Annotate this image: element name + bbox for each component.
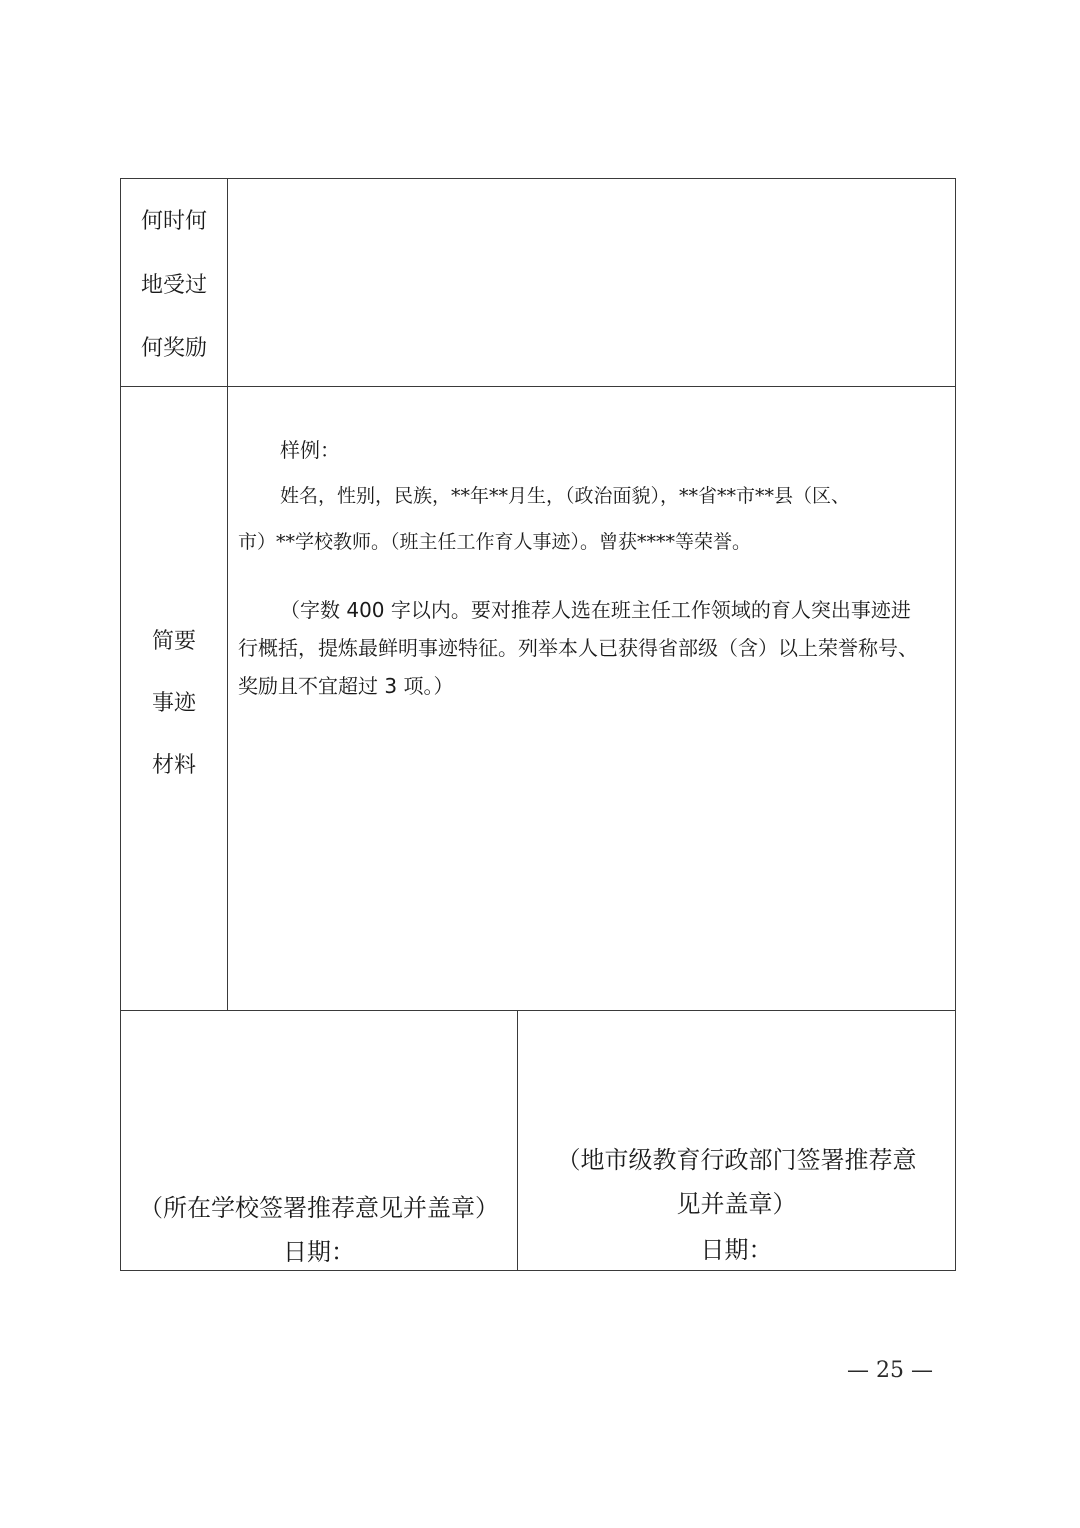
signature-row — [121, 1011, 955, 1270]
note-line-3: 奖励且不宜超过 3 项。） — [238, 674, 454, 698]
summary-content-field[interactable] — [228, 387, 955, 1010]
sample-line-1: 姓名，性别，民族，**年**月生，（政治面貌），**省**市**县（区、 — [280, 485, 851, 507]
awards-label-cell — [121, 179, 228, 386]
summary-label-cell — [121, 387, 228, 1010]
awards-content-field[interactable] — [228, 179, 955, 386]
sample-line-2: 市）**学校教师。（班主任工作育人事迹）。曾获****等荣誉。 — [238, 531, 752, 553]
summary-label-line-1: 简要 — [151, 629, 196, 654]
school-opinion-label: （所在学校签署推荐意见并盖章） — [139, 1194, 499, 1222]
note-line-2: 行概括，提炼最鲜明事迹特征。列举本人已获得省部级（含）以上荣誉称号、 — [238, 636, 918, 660]
awards-label-line-1: 何时何 — [140, 209, 207, 234]
summary-label-line-2: 事迹 — [151, 691, 196, 716]
city-signature-cell[interactable] — [518, 1011, 955, 1270]
sample-title: 样例： — [280, 438, 340, 462]
note-line-1: （字数 400 字以内。要对推荐人选在班主任工作领域的育人突出事迹进 — [280, 598, 911, 622]
school-signature-cell[interactable] — [121, 1011, 518, 1270]
awards-label-line-3: 何奖励 — [140, 336, 207, 361]
recommendation-form-table — [120, 178, 956, 1271]
school-date-label: 日期： — [283, 1238, 355, 1266]
summary-label-line-3: 材料 — [151, 753, 196, 778]
awards-label-line-2: 地受过 — [140, 273, 207, 298]
city-opinion-line-1: （地市级教育行政部门签署推荐意 — [556, 1146, 917, 1174]
awards-row — [121, 179, 955, 387]
summary-row — [121, 387, 955, 1011]
city-date-label: 日期： — [700, 1236, 773, 1264]
city-opinion-line-2: 见并盖章） — [676, 1190, 797, 1218]
page-number: — 25 — — [847, 1358, 933, 1383]
